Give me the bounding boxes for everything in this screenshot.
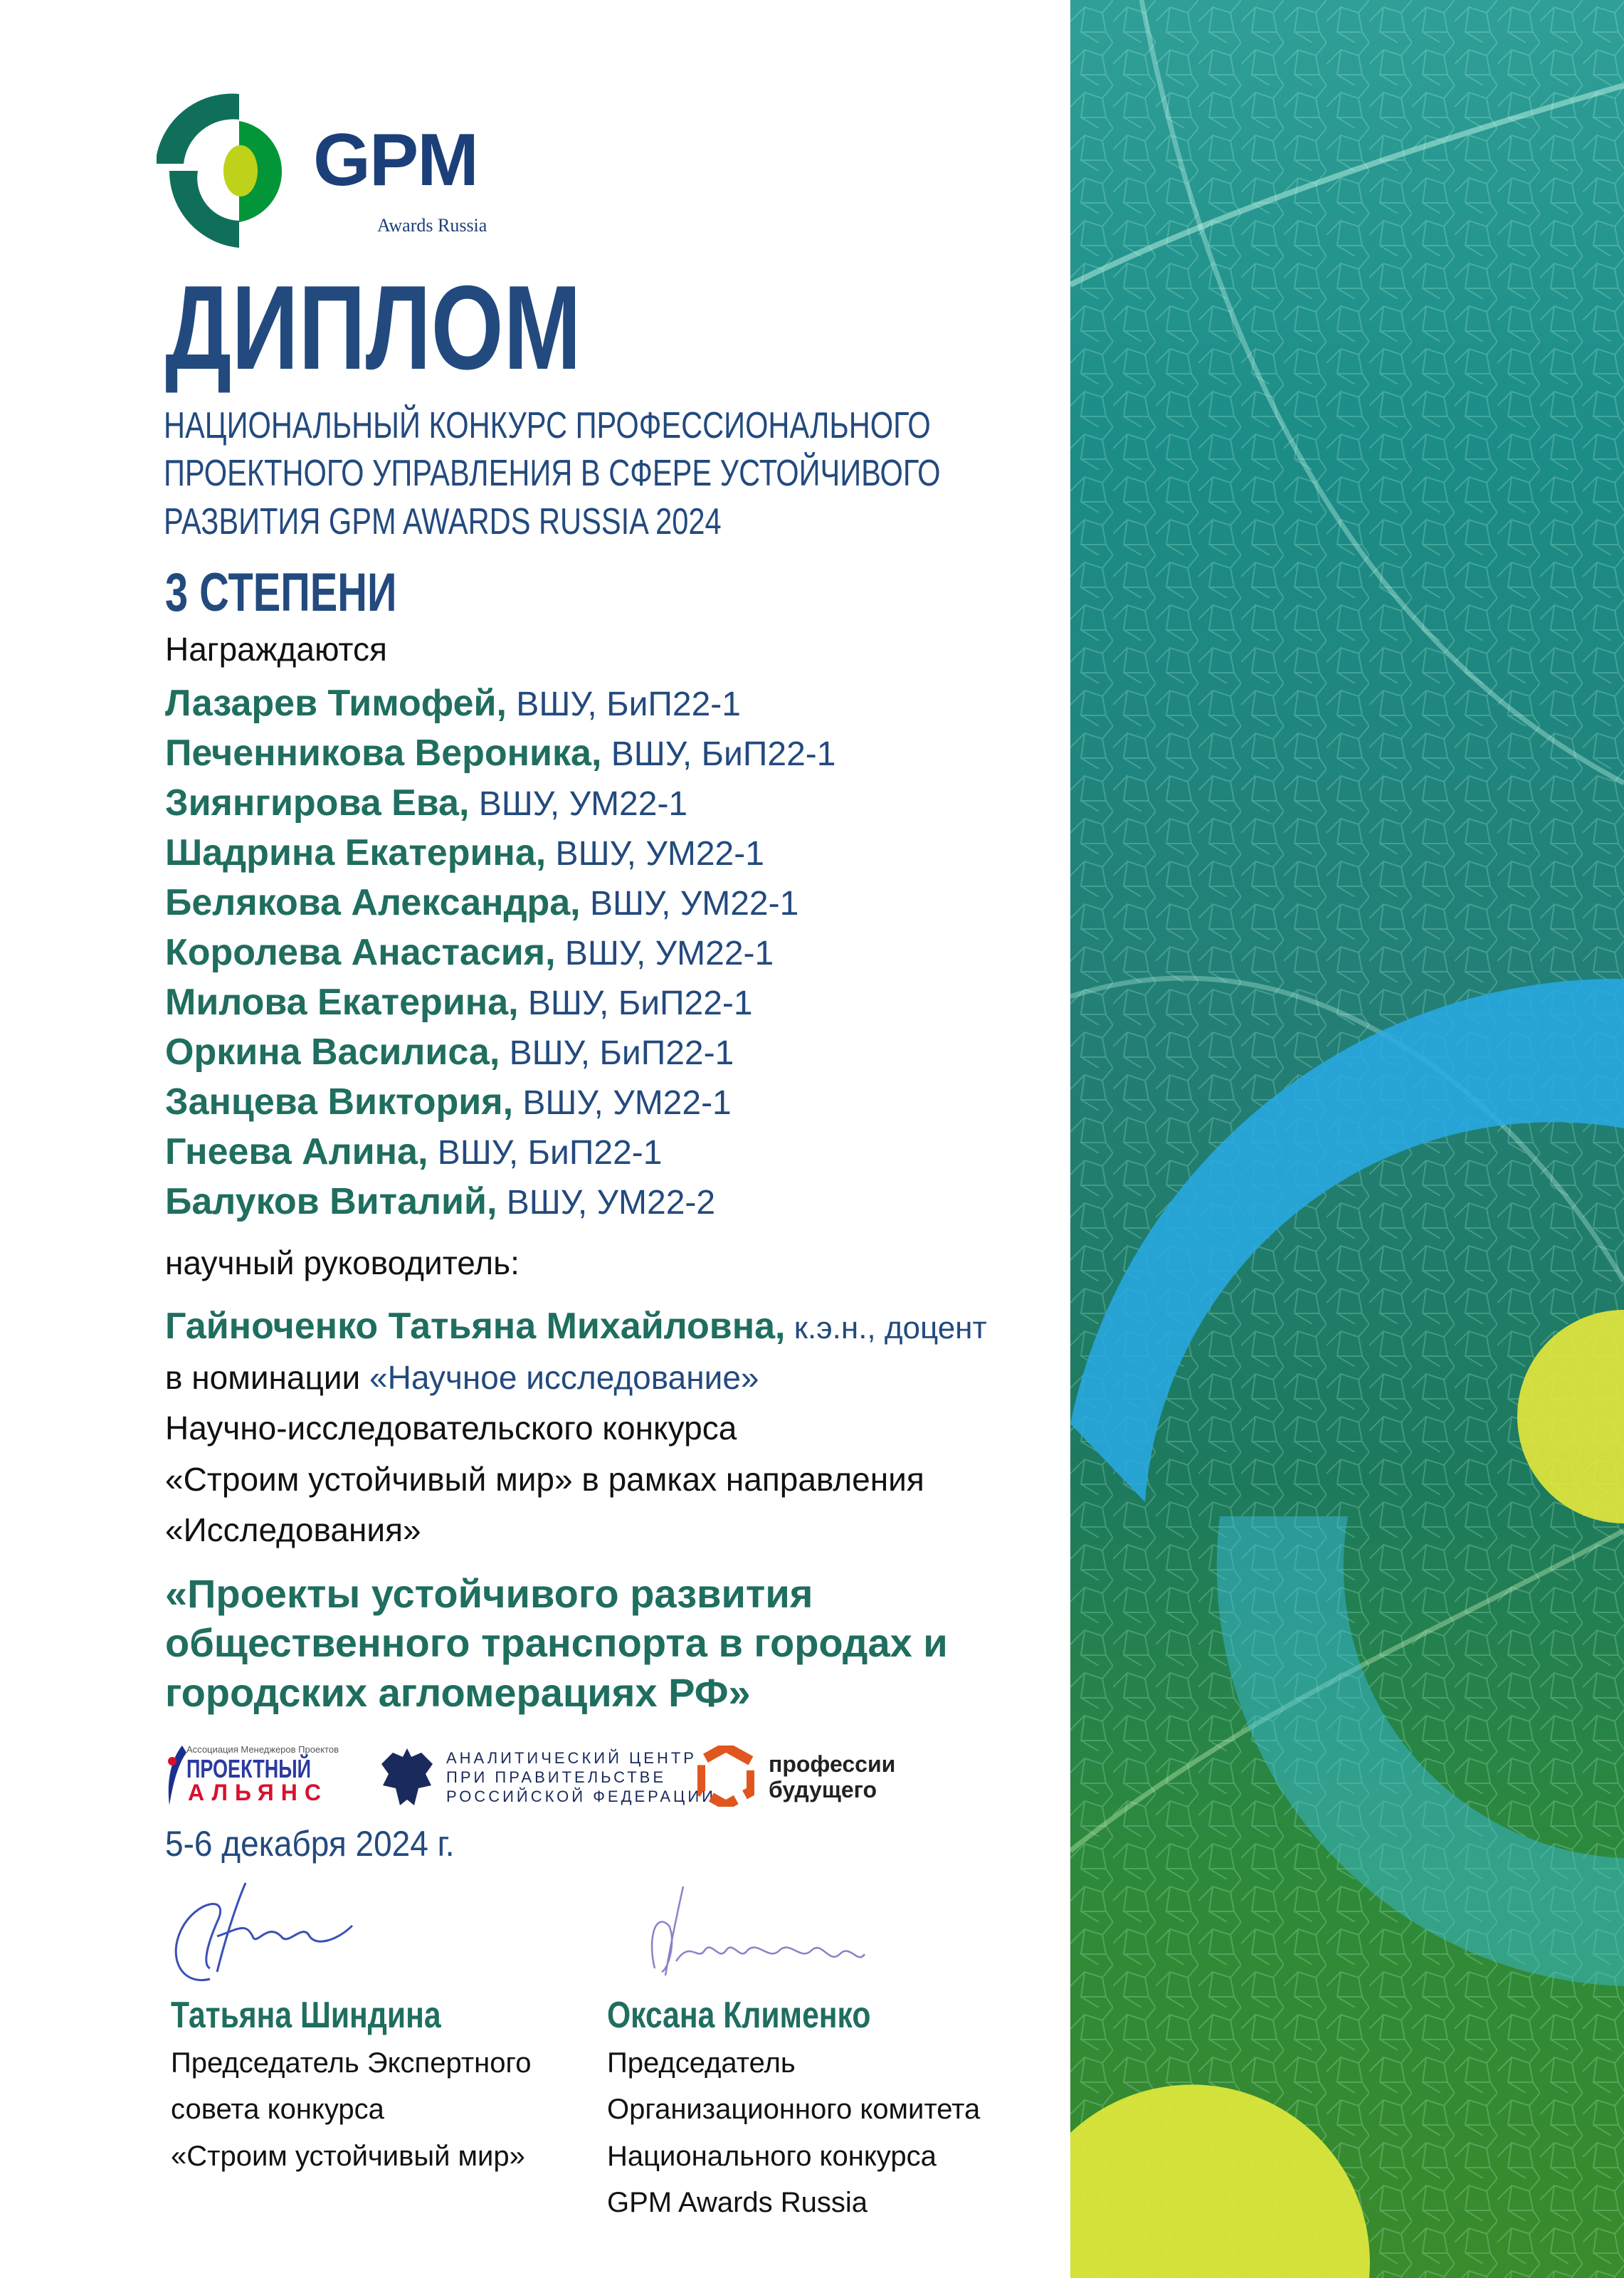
subtitle-line: ПРОЕКТНОГО УПРАВЛЕНИЯ В СФЕРЕ УСТОЙЧИВОГО: [164, 453, 941, 494]
recipient: [165, 830, 764, 877]
alliance-line1: ПРОЕКТНЫЙ: [186, 1754, 312, 1783]
recipient-name: Шадрина Екатерина,: [165, 832, 547, 873]
recipient-name: Зиянгирова Ева,: [165, 782, 470, 824]
recipient-name: Гнеева Алина,: [165, 1131, 428, 1172]
recipient-name: Оркина Василиса,: [165, 1032, 500, 1073]
alliance-line2: АЛЬЯНС: [188, 1780, 328, 1805]
recipient: [165, 930, 774, 977]
signer-role-line: Председатель Экспертного: [171, 2047, 532, 2079]
recipient-name: Занцева Виктория,: [165, 1081, 514, 1123]
partner-project-alliance-logo: [165, 1744, 357, 1808]
recipient: [165, 880, 798, 927]
awarded-label: Награждаются: [165, 631, 387, 668]
signer-name: Оксана Клименко: [607, 1995, 871, 2036]
leaf-veins-decoration: [1070, 0, 1624, 2278]
recipient-name: Белякова Александра,: [165, 882, 581, 923]
gpm-logo-tagline: Awards Russia: [377, 215, 487, 236]
signature-shindina: [167, 1879, 367, 1986]
nomination-prefix: в номинации: [165, 1359, 370, 1396]
subtitle-line: РАЗВИТИЯ GPM AWARDS RUSSIA 2024: [164, 501, 722, 542]
contest-line: «Исследования»: [165, 1511, 421, 1548]
ac-line: АНАЛИТИЧЕСКИЙ ЦЕНТР: [446, 1749, 697, 1767]
project-title-line: «Проекты устойчивого развития: [165, 1571, 813, 1616]
recipient: [165, 780, 687, 827]
recipient-affiliation: ВШУ, БиП22-1: [601, 735, 836, 773]
project-title-line: городских агломерациях РФ»: [165, 1670, 751, 1715]
recipient-affiliation: ВШУ, БиП22-1: [428, 1134, 663, 1172]
signer-role-line: Организационного комитета: [607, 2094, 981, 2125]
recipient-affiliation: ВШУ, БиП22-1: [506, 686, 741, 723]
subtitle-line: НАЦИОНАЛЬНЫЙ КОНКУРС ПРОФЕССИОНАЛЬНОГО: [164, 405, 931, 446]
event-date: 5-6 декабря 2024 г.: [165, 1824, 455, 1864]
gpm-logo-mark-icon: [155, 93, 312, 249]
pb-line: будущего: [769, 1777, 877, 1802]
project-title-line: общественного транспорта в городах и: [165, 1620, 948, 1665]
signature-klimenko: [612, 1883, 897, 1983]
signer-role-line: Председатель: [607, 2047, 796, 2079]
pb-line: профессии: [769, 1751, 896, 1777]
contest-line: Научно-исследовательского конкурса: [165, 1410, 737, 1447]
gpm-logo-text: GPM: [313, 119, 478, 201]
signer-role-line: Национального конкурса: [607, 2141, 937, 2172]
supervisor-label: научный руководитель:: [165, 1244, 520, 1281]
hexagon-circuit-icon: [697, 1746, 754, 1807]
recipient-affiliation: ВШУ, УМ22-1: [555, 935, 774, 972]
signer-role-line: GPM Awards Russia: [607, 2187, 868, 2218]
recipient-name: Лазарев Тимофей,: [165, 683, 507, 724]
recipient: [165, 1129, 662, 1176]
recipient: [165, 1029, 734, 1076]
nomination-value: «Научное исследование»: [369, 1359, 759, 1396]
degree-heading: 3 СТЕПЕНИ: [165, 562, 397, 623]
gpm-logo: [155, 93, 511, 249]
signer-name: Татьяна Шиндина: [171, 1995, 441, 2036]
supervisor-title: к.э.н., доцент: [785, 1311, 987, 1345]
alliance-top-text: Ассоциация Менеджеров Проектов: [186, 1744, 339, 1755]
recipient: [165, 1179, 715, 1226]
ac-line: РОССИЙСКОЙ ФЕДЕРАЦИИ: [446, 1788, 716, 1805]
recipient-affiliation: ВШУ, УМ22-1: [546, 835, 764, 873]
partner-professions-future-logo: [697, 1744, 925, 1808]
ac-line: ПРИ ПРАВИТЕЛЬСТВЕ: [446, 1768, 667, 1786]
recipient-affiliation: ВШУ, УМ22-1: [580, 885, 799, 923]
recipient-name: Печенникова Вероника,: [165, 733, 602, 774]
recipient: [165, 730, 835, 777]
contest-line: «Строим устойчивый мир» в рамках направления: [165, 1461, 924, 1498]
partner-analytical-center-logo: [379, 1744, 716, 1808]
recipient: [165, 1079, 732, 1126]
recipient-affiliation: ВШУ, БиП22-1: [518, 985, 753, 1022]
recipient-name: Королева Анастасия,: [165, 932, 556, 973]
supervisor-name: Гайноченко Татьяна Михайловна,: [165, 1306, 786, 1347]
recipient-affiliation: ВШУ, БиП22-1: [500, 1034, 734, 1072]
recipient-name: Милова Екатерина,: [165, 982, 519, 1023]
recipient-affiliation: ВШУ, УМ22-2: [497, 1184, 716, 1222]
recipient-affiliation: ВШУ, УМ22-1: [469, 785, 688, 823]
double-eagle-emblem-icon: [379, 1746, 436, 1807]
recipient: [165, 980, 753, 1027]
signer-role-line: совета конкурса: [171, 2094, 384, 2125]
signer-role-line: «Строим устойчивый мир»: [171, 2141, 525, 2172]
recipient-name: Балуков Виталий,: [165, 1181, 497, 1222]
nomination: [165, 1358, 759, 1397]
recipient-affiliation: ВШУ, УМ22-1: [513, 1084, 732, 1122]
diploma-title: ДИПЛОМ: [165, 261, 581, 394]
alliance-figure-icon: [165, 1746, 186, 1807]
supervisor: [165, 1303, 987, 1351]
leaf-decor-panel: [1070, 0, 1624, 2278]
recipient: [165, 681, 741, 728]
